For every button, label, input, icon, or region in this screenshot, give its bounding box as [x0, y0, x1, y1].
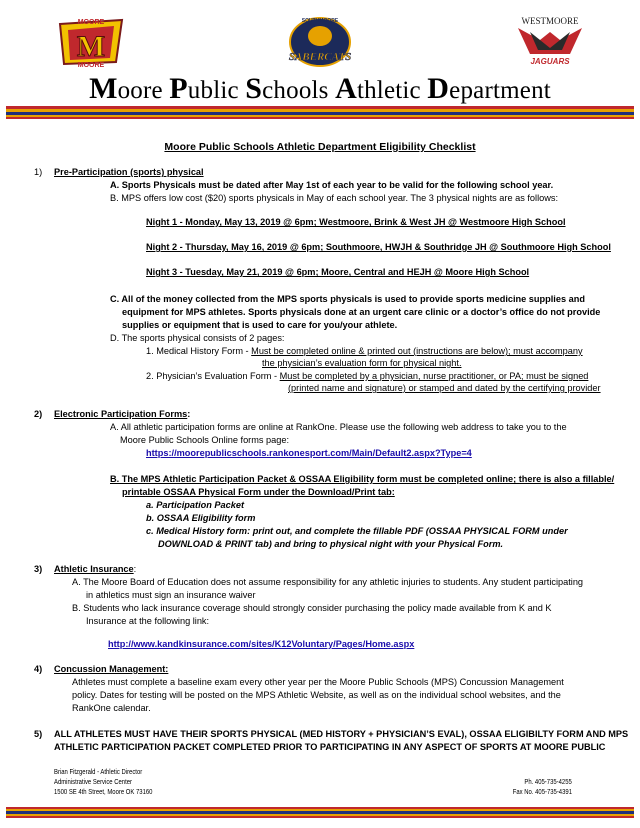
s1-item-c-line3: supplies or equipment that is used to care for you/your athlete. — [122, 320, 398, 330]
kandk-insurance-link[interactable]: http://www.kandkinsurance.com/sites/K12Voluntary/Pages/Home.aspx — [108, 639, 415, 649]
s5-line2: ATHLETIC PARTICIPATION PACKET COMPLETED PRIOR TO PARTICIPATING IN ANY ASPECT OF SPORTS AT MOORE PUBLIC — [54, 742, 606, 752]
s2-item-a-line2: Moore Public Schools Online forms page: — [120, 435, 290, 445]
logo-top-text: SOUTHMOORE — [301, 18, 339, 24]
footer-director: Brian Fitzgerald - Athletic Director — [54, 767, 143, 776]
footer-address: 1500 SE 4th Street, Moore OK 73160 — [54, 787, 153, 796]
s5-line1: ALL ATHLETES MUST HAVE THEIR SPORTS PHYSICAL (MED HISTORY + PHYSICIAN’S EVAL), OSSAA ELIGIBILTY FORM AND MPS — [54, 729, 629, 739]
s3-item-b-line1: B. Students who lack insurance coverage should strongly consider purchasing the policy made available from K and K — [72, 603, 552, 613]
physical-night-2: Night 2 - Thursday, May 16, 2019 @ 6pm; Southmoore, HWJH & Southridge JH @ Southmoore High School — [146, 242, 611, 252]
section-1-heading: Pre-Participation (sports) physical — [54, 167, 204, 177]
s3-item-a-line2: in athletics must sign an insurance waiver — [86, 590, 256, 600]
rankone-forms-link[interactable]: https://moorepublicschools.rankonesport.com/Main/Default2.aspx?Type=4 — [146, 448, 472, 458]
s1-item-c-line1: C. All of the money collected from the MPS sports physicals is used to provide sports medicine supplies and — [110, 294, 585, 304]
physical-night-1: Night 1 - Monday, May 13, 2019 @ 6pm; Westmoore, Brink & West JH @ Westmoore High School — [146, 217, 566, 227]
s2-subitem-c-line1: c. Medical History form: print out, and complete the fillable PDF (OSSAA PHYSICAL FORM under — [146, 526, 568, 536]
checklist-heading: Moore Public Schools Athletic Department Eligibility Checklist — [164, 141, 476, 153]
section-5-number: 5) — [34, 729, 43, 739]
physician-eval-item-cont: (printed name and signature) or stamped and dated by the certifying provider — [288, 383, 601, 393]
logo-text: SABERCATS — [288, 51, 352, 63]
medical-history-item: 1. Medical History Form - Must be completed online & printed out (instructions are below); must accompany — [146, 346, 583, 356]
s2-subitem-b: b. OSSAA Eligibility form — [146, 513, 256, 523]
s1-item-b: B. MPS offers low cost ($20) sports physicals in May of each school year. The 3 physical nights are as follows: — [110, 193, 559, 203]
moore-lions-logo — [50, 14, 132, 66]
s4-line1: Athletes must complete a baseline exam every other year per the Moore Public Schools (MPS) Concussion Management — [72, 677, 564, 687]
page-title: Moore Public Schools Athletic Department — [89, 72, 551, 105]
section-2-heading: Electronic Participation Forms: — [54, 409, 191, 419]
s2-item-b-line1: B. The MPS Athletic Participation Packet & OSSAA Eligibility form must be completed online; there is also a fillable/ — [110, 474, 615, 484]
section-3-heading: Athletic Insurance: — [54, 564, 137, 574]
logo-top-text: WESTMOORE — [521, 16, 579, 26]
section-2-number: 2) — [34, 409, 43, 419]
physician-eval-item: 2. Physician’s Evaluation Form - Must be completed by a physician, nurse practitioner, or PA; must be signed — [146, 371, 589, 381]
medical-history-item-cont: the physician’s evaluation form for physical night. — [262, 358, 462, 368]
s3-item-a-line1: A. The Moore Board of Education does not assume responsibility for any athletic injuries to students. Any student participating — [72, 577, 584, 587]
section-1-number: 1) — [34, 167, 43, 177]
s2-subitem-a: a. Participation Packet — [146, 500, 245, 510]
s1-item-c-line2: equipment for MPS athletes. Sports physicals done at an urgent care clinic or a doctor’s office do not provide — [122, 307, 601, 317]
section-3-number: 3) — [34, 564, 43, 574]
logo-bottom-text: MOORE — [77, 62, 105, 68]
logo-bottom-text: JAGUARS — [530, 57, 570, 66]
s4-line2: policy. Dates for testing will be posted on the MPS Athletic Website, as well as on the individual school websites, and the — [72, 690, 561, 700]
s3-item-b-line2: Insurance at the following link: — [86, 616, 210, 626]
westmoore-jaguars-logo — [500, 14, 600, 66]
logo-top-text: MOORE — [77, 19, 105, 26]
s4-line3: RankOne calendar. — [72, 703, 151, 713]
header-stripes — [6, 106, 634, 119]
footer-stripes — [6, 807, 634, 818]
s1-item-d: D. The sports physical consists of 2 pages: — [110, 333, 285, 343]
footer-office: Administrative Service Center — [54, 777, 133, 786]
s2-item-b-line2: printable OSSAA Physical Form under the Download/Print tab: — [122, 487, 395, 497]
logo-letter: M — [76, 30, 106, 63]
s2-item-a-line1: A. All athletic participation forms are online at RankOne. Please use the following web address to take you to the — [110, 422, 567, 432]
section-4-number: 4) — [34, 664, 43, 674]
s2-subitem-c-line2: DOWNLOAD & PRINT tab) and bring to physical night with your Physical Form. — [158, 539, 504, 549]
s1-item-a: A. Sports Physicals must be dated after May 1st of each year to be valid for the following school year. — [110, 180, 554, 190]
section-4-heading: Concussion Management: — [54, 664, 169, 674]
footer-phone: Ph. 405-735-4255 — [524, 777, 572, 786]
footer-fax: Fax No. 405-735-4391 — [512, 787, 572, 796]
physical-night-3: Night 3 - Tuesday, May 21, 2019 @ 6pm; Moore, Central and HEJH @ Moore High School — [146, 267, 530, 277]
southmoore-sabercats-logo — [272, 14, 368, 66]
